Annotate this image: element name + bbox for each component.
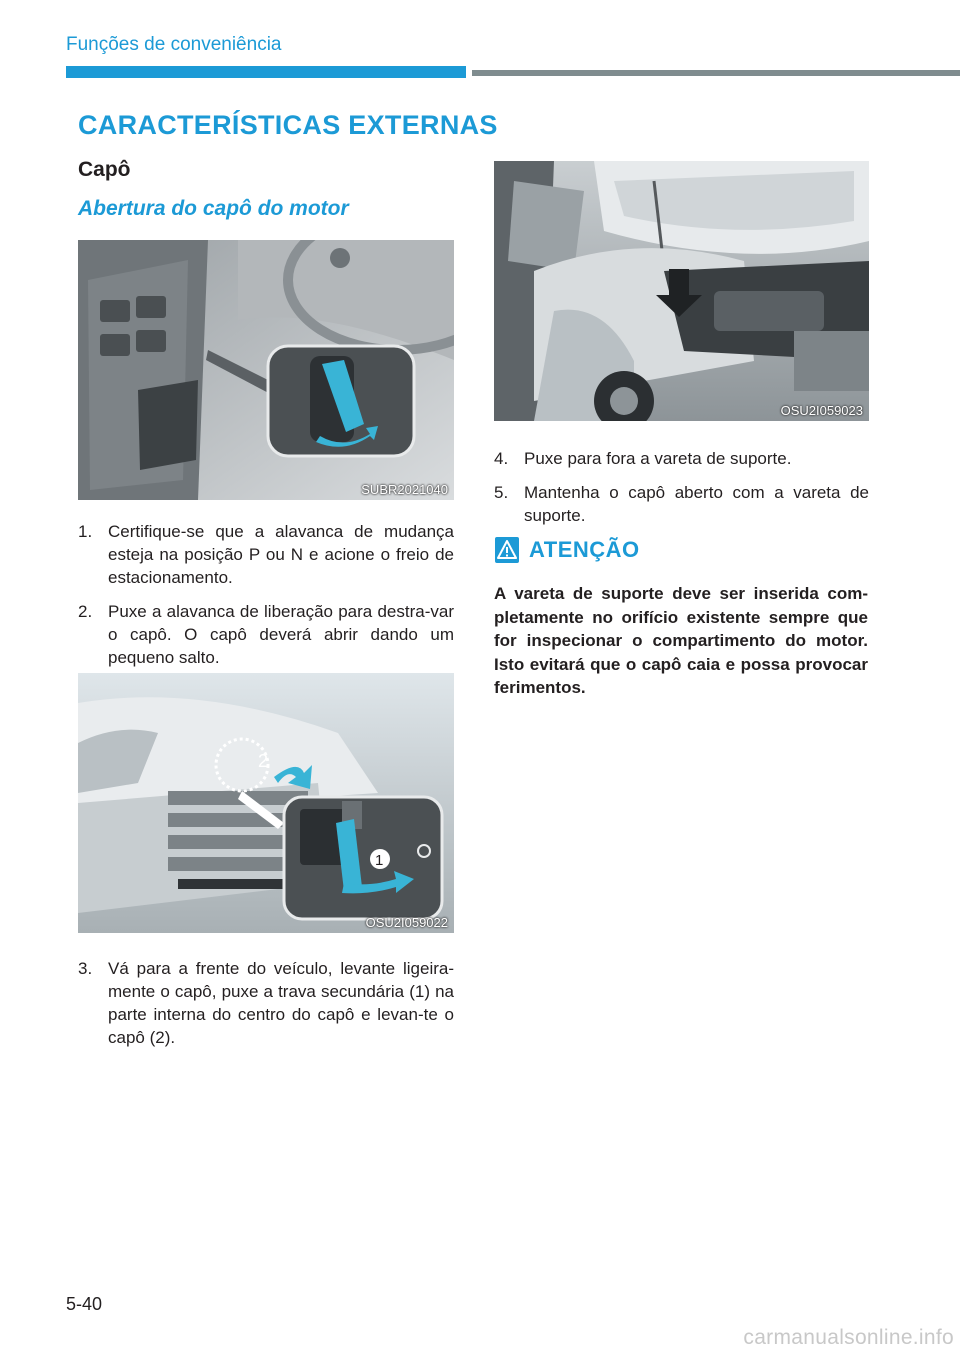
secondary-latch-illustration xyxy=(78,673,454,933)
figure-secondary-latch xyxy=(78,673,454,933)
header-rule-gray xyxy=(472,70,960,76)
steps-list-left-a xyxy=(78,520,454,680)
figure-hood-release-lever xyxy=(78,240,454,500)
step-text: Vá para a frente do veículo, levante ligeira-mente o capô, puxe a trava secundária (1) na parte interna do centro do capô e levan-te o capô (2). xyxy=(108,959,454,1047)
step-text: Certifique-se que a alavanca de mudança esteja na posição P ou N e acione o freio de estacionamento. xyxy=(108,522,454,587)
header-rule-accent xyxy=(66,66,466,78)
watermark: carmanualsonline.info xyxy=(743,1326,954,1349)
callout-1: 1 xyxy=(375,852,384,869)
running-header: Funções de conveniência xyxy=(66,34,282,55)
step-item xyxy=(78,600,454,669)
warning-heading xyxy=(495,537,640,563)
step-number: 4. xyxy=(494,449,509,468)
step-text: Puxe a alavanca de liberação para destra-var o capô. O capô deverá abrir dando um pequeno salto. xyxy=(108,602,454,667)
callout-2: 2 xyxy=(258,751,269,771)
step-item xyxy=(494,481,869,527)
step-number: 1. xyxy=(78,522,93,541)
steps-list-right xyxy=(494,447,869,538)
step-text: Mantenha o capô aberto com a vareta de suporte. xyxy=(524,483,869,525)
figure-support-rod xyxy=(494,161,869,421)
figure-code: OSU2I059023 xyxy=(780,403,863,418)
page-number: 5-40 xyxy=(66,1294,103,1314)
support-rod-illustration xyxy=(494,161,869,421)
step-item xyxy=(494,447,869,470)
warning-title: ATENÇÃO xyxy=(529,537,640,562)
step-number: 2. xyxy=(78,602,93,621)
step-text: Puxe para fora a vareta de suporte. xyxy=(524,449,792,468)
step-number: 3. xyxy=(78,959,93,978)
step-number: 5. xyxy=(494,483,509,502)
steps-list-left-b xyxy=(78,957,454,1060)
step-item xyxy=(78,957,454,1049)
warning-triangle-icon xyxy=(495,537,519,563)
warning-text: A vareta de suporte deve ser inserida com-pletamente no orifício existente sempre que for inspecionar o compartimento do motor. Isto evitará que o capô caia e possa provocar ferimentos. xyxy=(494,584,868,697)
figure-code: SUBR2021040 xyxy=(361,482,448,497)
topic-title: Abertura do capô do motor xyxy=(78,197,349,220)
figure-code: OSU2I059022 xyxy=(365,915,448,930)
hood-release-illustration xyxy=(78,240,454,500)
step-item xyxy=(78,520,454,589)
section-title: CARACTERÍSTICAS EXTERNAS xyxy=(78,110,498,140)
subsection-title: Capô xyxy=(78,158,131,181)
